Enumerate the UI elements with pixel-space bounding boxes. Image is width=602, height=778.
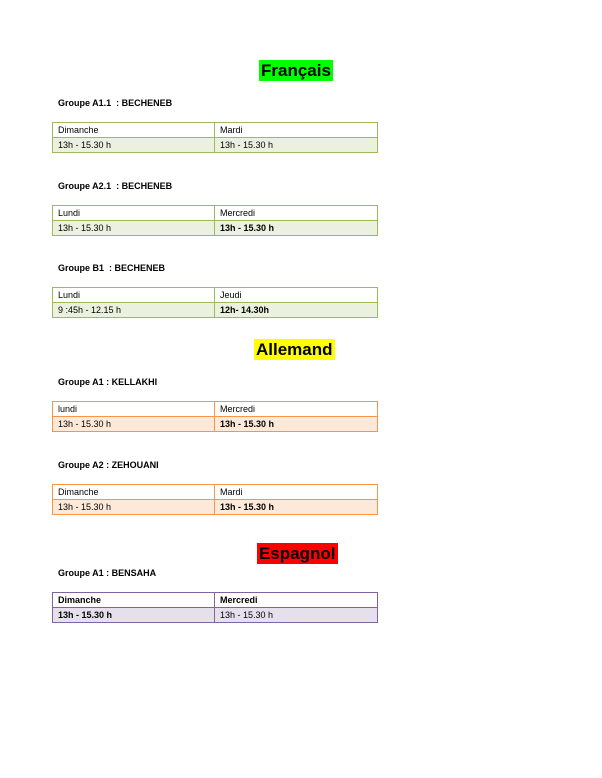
day-cell: Mercredi [215, 402, 378, 417]
table-row [53, 402, 378, 417]
schedule-table [52, 205, 378, 236]
time-cell: 13h - 15.30 h [53, 500, 215, 515]
schedule-table [52, 592, 378, 623]
time-cell: 13h - 15.30 h [215, 221, 378, 236]
group-label: Groupe A1 : KELLAKHI [58, 377, 158, 387]
time-cell: 13h - 15.30 h [53, 138, 215, 153]
day-cell: Dimanche [53, 123, 215, 138]
day-cell: lundi [53, 402, 215, 417]
day-cell: Mercredi [215, 593, 378, 608]
table-row [53, 123, 378, 138]
table-row [53, 221, 378, 236]
time-cell: 13h - 15.30 h [215, 500, 378, 515]
table-row [53, 593, 378, 608]
section-title-francais: Français [261, 61, 331, 80]
table-row [53, 138, 378, 153]
day-cell: Dimanche [53, 593, 215, 608]
schedule-table [52, 122, 378, 153]
time-cell: 13h - 15.30 h [215, 417, 378, 432]
day-cell: Dimanche [53, 485, 215, 500]
day-cell: Jeudi [215, 288, 378, 303]
group-label: Groupe A1 : BENSAHA [58, 568, 157, 578]
time-cell: 13h - 15.30 h [215, 608, 378, 623]
group-label: Groupe B1 : BECHENEB [58, 263, 166, 273]
section-title-allemand: Allemand [256, 340, 333, 359]
table-row [53, 206, 378, 221]
table-row [53, 288, 378, 303]
time-cell: 13h - 15.30 h [53, 417, 215, 432]
group-label: Groupe A2 : ZEHOUANI [58, 460, 159, 470]
day-cell: Mardi [215, 485, 378, 500]
group-label: Groupe A2.1 : BECHENEB [58, 181, 173, 191]
schedule-table [52, 401, 378, 432]
day-cell: Mardi [215, 123, 378, 138]
schedule-table [52, 287, 378, 318]
table-row [53, 417, 378, 432]
day-cell: Lundi [53, 206, 215, 221]
table-row [53, 303, 378, 318]
day-cell: Lundi [53, 288, 215, 303]
table-row [53, 500, 378, 515]
group-label: Groupe A1.1 : BECHENEB [58, 98, 173, 108]
section-title-espagnol: Espagnol [259, 544, 336, 563]
schedule-table [52, 484, 378, 515]
table-row [53, 608, 378, 623]
time-cell: 13h - 15.30 h [53, 608, 215, 623]
time-cell: 12h- 14.30h [215, 303, 378, 318]
time-cell: 13h - 15.30 h [53, 221, 215, 236]
time-cell: 13h - 15.30 h [215, 138, 378, 153]
table-row [53, 485, 378, 500]
time-cell: 9 :45h - 12.15 h [53, 303, 215, 318]
day-cell: Mercredi [215, 206, 378, 221]
